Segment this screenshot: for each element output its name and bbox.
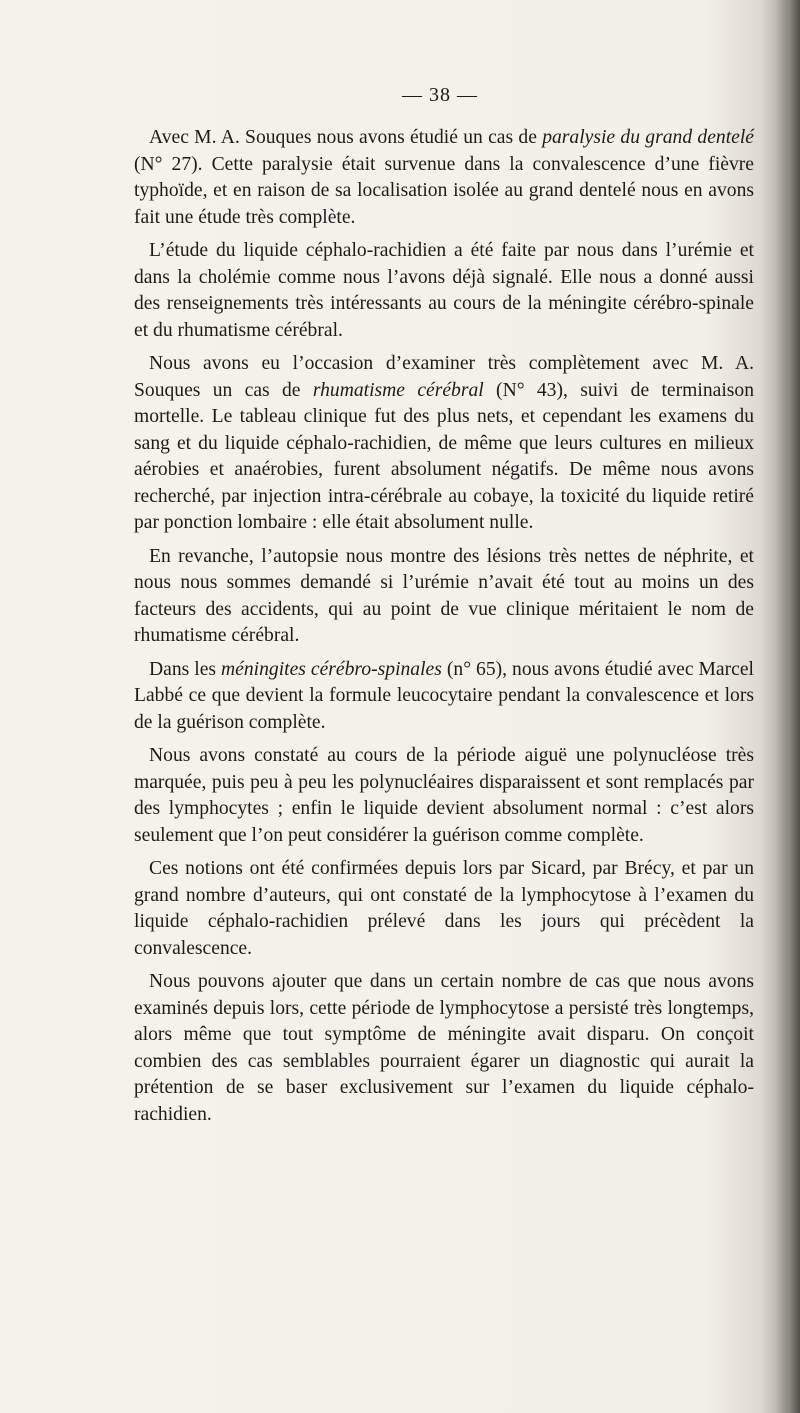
paragraph [134,238,754,344]
text-run: Avec M. A. Souques nous avons étudié un cas de [149,127,543,148]
paragraph [134,969,754,1128]
text-run: (N° 43), suivi de terminaison mortelle. Le tableau clinique fut des plus nets, et cependant les examens du sang et du liquide céphalo-rachidien, de même que leurs cultures en milieux aérobies et anaérobies, furent absolument négatifs. De même nous avons recherché, par injection intra-cérébrale au cobaye, la toxicité du liquide retiré par ponction lombaire : elle était absolument nulle. [134,379,754,533]
text-run: Ces notions ont été confirmées depuis lors par Sicard, par Brécy, et par un grand nombre d’auteurs, qui ont constaté de la lymphocytose à l’examen du liquide céphalo-rachidien prélevé dans les jours qui précèdent la convalescence. [134,858,754,959]
paragraph [134,125,754,231]
text-run: Nous avons eu l’occasion d’examiner très complètement avec M. A. Souques un cas de [134,353,754,401]
paragraph [134,743,754,849]
paragraph [134,544,754,650]
paragraph [134,351,754,537]
text-run: Dans les [149,658,222,680]
page-number: — 38 — [402,84,478,106]
body-text [134,125,754,1135]
text-run: En revanche, l’autopsie nous montre des lésions très nettes de néphrite, et nous nous sommes demandé si l’urémie n’avait été tout au moins un des facteurs des accidents, qui au point de vue clinique méritaient le nom de rhumatisme cérébral. [134,545,754,646]
text-run: L’étude du liquide céphalo-rachidien a été faite par nous dans l’urémie et dans la cholémie comme nous l’avons déjà signalé. Elle nous a donné aussi des renseignements très intéressants au cours de la méningite cérébro-spinale et du rhumatisme cérébral. [134,240,754,341]
text-run: Nous pouvons ajouter que dans un certain nombre de cas que nous avons examinés depuis lors, cette période de lymphocytose a persisté très longtemps, alors même que tout symptôme de méningite avait disparu. On conçoit combien des cas semblables pourraient égarer un diagnostic qui aurait la prétention de se baser exclusivement sur l’examen du liquide céphalo-rachidien. [134,971,754,1125]
italic-text: rhumatisme cérébral [312,379,484,401]
paragraph [134,657,754,737]
text-run: (N° 27). Cette paralysie était survenue dans la convalescence d’une fièvre typhoïde, et en raison de sa localisation isolée au grand dentelé nous en avons fait une étude très complète. [134,153,754,228]
paragraph [134,856,754,962]
text-run: Nous avons constaté au cours de la période aiguë une polynucléose très marquée, puis peu à peu les polynucléaires disparaissent et sont remplacés par des lymphocytes ; enfin le liquide devient absolument normal : c’est alors seulement que l’on peut considérer la guérison comme complète. [134,745,754,846]
italic-text: méningites cérébro-spinales [221,658,442,680]
italic-text: paralysie du grand dentelé [542,127,754,148]
text-run: (n° 65), nous avons étudié avec Marcel Labbé ce que devient la formule leucocytaire pendant la convalescence et lors de la guérison complète. [134,658,754,733]
page-edge-shadow [776,0,800,1413]
